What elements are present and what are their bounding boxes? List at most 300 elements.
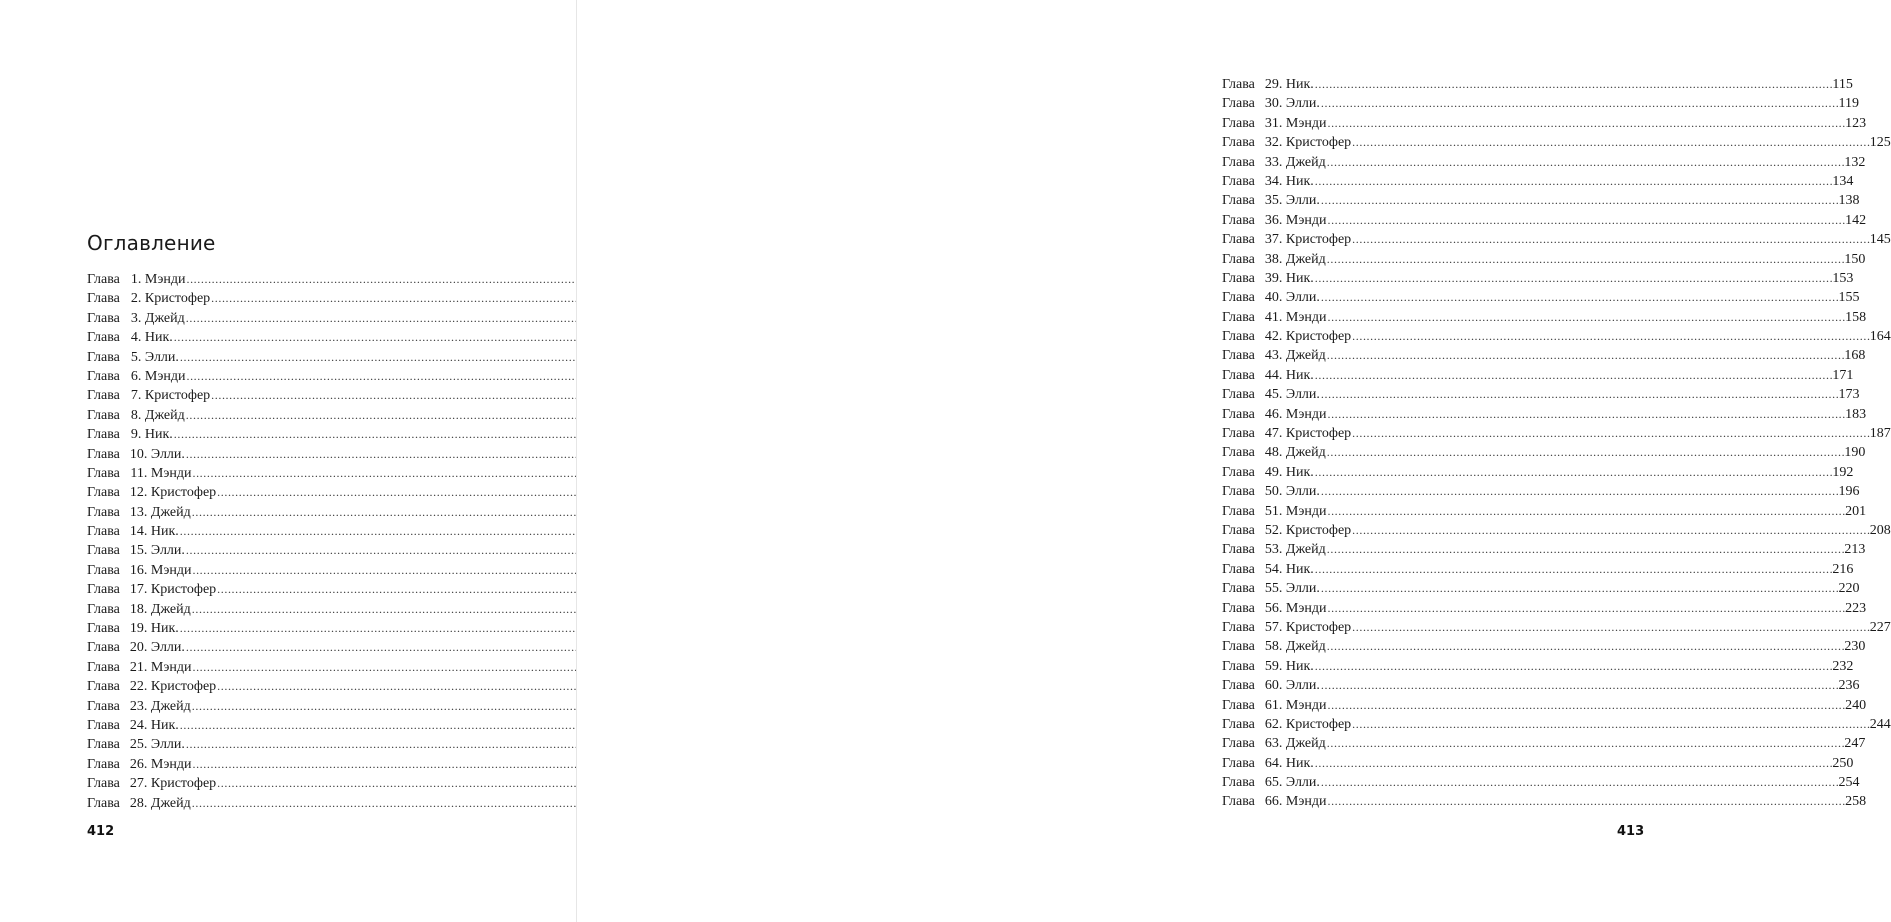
- dot-leader: [1321, 94, 1838, 113]
- page-ref: 201: [1845, 503, 1867, 519]
- chapter-name: Мэнди: [1285, 212, 1327, 228]
- chapter-number: 5.: [130, 349, 142, 365]
- chapter-number: 6.: [130, 368, 142, 384]
- dot-leader: [1315, 269, 1832, 288]
- toc-entry: [1222, 114, 1867, 133]
- chapter-name: Мэнди: [1285, 406, 1327, 422]
- chapter-name: Джейд: [1285, 251, 1326, 267]
- chapter-word: Глава: [1222, 367, 1255, 383]
- chapter-word: Глава: [1222, 678, 1255, 694]
- chapter-word: Глава: [1222, 348, 1255, 364]
- chapter-name: Джейд: [1285, 154, 1326, 170]
- chapter-word: Глава: [87, 310, 120, 326]
- chapter-number: 28.: [129, 795, 148, 811]
- dot-leader: [1327, 405, 1844, 424]
- chapter-word: Глава: [87, 330, 120, 346]
- chapter-number: 55.: [1264, 581, 1283, 597]
- dot-leader: [1327, 250, 1844, 269]
- chapter-name: Кристофер: [1285, 329, 1352, 345]
- dot-leader: [1352, 327, 1869, 346]
- chapter-word: Глава: [87, 737, 120, 753]
- chapter-number: 25.: [129, 737, 148, 753]
- chapter-word: Глава: [87, 407, 120, 423]
- dot-leader: [1327, 637, 1844, 656]
- toc-entry: [1222, 308, 1867, 327]
- toc-entry-label: [1222, 288, 1320, 307]
- chapter-name: Джейд: [144, 407, 185, 423]
- toc-entry-label: [1222, 405, 1326, 424]
- toc-entry: [1222, 269, 1854, 288]
- toc-entry: [87, 406, 510, 425]
- dot-leader: [1315, 463, 1832, 482]
- page-ref: 232: [1832, 658, 1854, 674]
- toc-entry: [87, 309, 510, 328]
- chapter-number: 11.: [130, 465, 148, 481]
- chapter-word: Глава: [1222, 96, 1255, 112]
- toc-entry-label: [1222, 172, 1314, 191]
- page-ref: 258: [1845, 794, 1867, 810]
- chapter-name: Ник.: [144, 427, 173, 443]
- chapter-name: Джейд: [150, 795, 191, 811]
- chapter-number: 1.: [130, 272, 142, 287]
- toc-entry: [1222, 230, 1891, 249]
- chapter-word: Глава: [87, 427, 120, 443]
- chapter-number: 26.: [129, 756, 148, 772]
- chapter-number: 29.: [1264, 77, 1283, 92]
- chapter-word: Глава: [87, 524, 120, 540]
- toc-entry-label: [87, 774, 216, 793]
- toc-entry: [87, 425, 510, 444]
- toc-entry: [87, 464, 510, 483]
- page-number-left: 412: [87, 824, 115, 839]
- chapter-word: Глава: [1222, 775, 1255, 791]
- page-ref: 153: [1832, 270, 1854, 286]
- page-ref: 196: [1838, 484, 1860, 500]
- toc-entry-label: [1222, 618, 1351, 637]
- chapter-number: 62.: [1264, 716, 1283, 732]
- chapter-name: Ник.: [1285, 464, 1314, 480]
- toc-entry: [87, 348, 510, 367]
- dot-leader: [1327, 153, 1844, 172]
- dot-leader: [1315, 754, 1832, 773]
- page-ref: 244: [1869, 716, 1891, 732]
- dot-leader: [1315, 172, 1832, 191]
- chapter-number: 38.: [1264, 251, 1283, 267]
- toc-entry: [87, 386, 510, 405]
- chapter-name: Элли.: [150, 737, 185, 753]
- toc-entry: [1222, 133, 1891, 152]
- toc-entry: [87, 697, 510, 716]
- toc-entry-label: [1222, 502, 1326, 521]
- chapter-word: Глава: [1222, 503, 1255, 519]
- chapter-number: 10.: [129, 446, 148, 462]
- toc-entry-label: [1222, 657, 1314, 676]
- chapter-number: 3.: [130, 310, 142, 326]
- page-ref: 168: [1844, 348, 1866, 364]
- dot-leader: [1327, 114, 1844, 133]
- chapter-name: Мэнди: [1285, 794, 1327, 810]
- toc-entry-label: [1222, 269, 1314, 288]
- chapter-number: 42.: [1264, 329, 1283, 345]
- chapter-name: Кристофер: [150, 679, 217, 695]
- chapter-name: Кристофер: [1285, 716, 1352, 732]
- chapter-word: Глава: [1222, 406, 1255, 422]
- toc-entry-label: [1222, 792, 1326, 811]
- dot-leader: [1321, 385, 1838, 404]
- toc-entry-label: [1222, 521, 1351, 540]
- chapter-number: 57.: [1264, 619, 1283, 635]
- right-page: [577, 0, 1891, 922]
- chapter-number: 45.: [1264, 387, 1283, 403]
- chapter-number: 4.: [130, 330, 142, 346]
- toc-entry: [1222, 250, 1866, 269]
- page-ref: 192: [1832, 464, 1854, 480]
- dot-leader: [1321, 191, 1838, 210]
- dot-leader: [1327, 308, 1844, 327]
- toc-entry: [1222, 618, 1891, 637]
- chapter-word: Глава: [1222, 154, 1255, 170]
- chapter-number: 22.: [129, 679, 148, 695]
- toc-entry: [87, 328, 510, 347]
- chapter-number: 52.: [1264, 522, 1283, 538]
- chapter-number: 48.: [1264, 445, 1283, 461]
- chapter-number: 37.: [1264, 232, 1283, 248]
- page-ref: 125: [1869, 135, 1891, 151]
- toc-entry-label: [1222, 773, 1320, 792]
- chapter-number: 8.: [130, 407, 142, 423]
- toc-entry: [1222, 540, 1866, 559]
- chapter-name: Кристофер: [144, 291, 211, 307]
- toc-entry-label: [87, 716, 179, 735]
- chapter-word: Глава: [1222, 173, 1255, 189]
- toc-entry-label: [1222, 153, 1326, 172]
- toc-entry-label: [1222, 211, 1326, 230]
- chapter-number: 43.: [1264, 348, 1283, 364]
- chapter-word: Глава: [87, 582, 120, 598]
- dot-leader: [1315, 75, 1832, 94]
- toc-entry: [1222, 405, 1867, 424]
- dot-leader: [1315, 657, 1832, 676]
- dot-leader: [1315, 366, 1832, 385]
- chapter-word: Глава: [1222, 619, 1255, 635]
- chapter-name: Джейд: [1285, 445, 1326, 461]
- chapter-number: 41.: [1264, 309, 1283, 325]
- chapter-number: 51.: [1264, 503, 1283, 519]
- chapter-word: Глава: [87, 504, 120, 520]
- toc-entry-label: [1222, 191, 1320, 210]
- page-ref: 227: [1869, 619, 1891, 635]
- chapter-word: Глава: [1222, 755, 1255, 771]
- toc-entry-label: [87, 445, 185, 464]
- chapter-name: Ник.: [150, 717, 179, 733]
- chapter-word: Глава: [1222, 542, 1255, 558]
- chapter-number: 34.: [1264, 173, 1283, 189]
- chapter-word: Глава: [1222, 115, 1255, 131]
- chapter-name: Ник.: [1285, 77, 1314, 92]
- chapter-word: Глава: [87, 698, 120, 714]
- toc-entry: [1222, 288, 1860, 307]
- toc-entry: [87, 503, 510, 522]
- toc-entry: [1222, 560, 1854, 579]
- toc-entry: [1222, 191, 1860, 210]
- chapter-word: Глава: [1222, 387, 1255, 403]
- chapter-number: 24.: [129, 717, 148, 733]
- dot-leader: [1327, 696, 1844, 715]
- toc-entry-label: [1222, 599, 1326, 618]
- toc-entry: [1222, 676, 1860, 695]
- chapter-name: Кристофер: [150, 582, 217, 598]
- chapter-number: 17.: [129, 582, 148, 598]
- chapter-name: Элли.: [1285, 581, 1320, 597]
- chapter-name: Мэнди: [150, 659, 192, 675]
- chapter-word: Глава: [87, 368, 120, 384]
- chapter-number: 40.: [1264, 290, 1283, 306]
- dot-leader: [1321, 288, 1838, 307]
- toc-list-left: [87, 270, 510, 813]
- toc-entry-label: [1222, 424, 1351, 443]
- toc-entry-label: [87, 425, 173, 444]
- page-ref: 236: [1838, 678, 1860, 694]
- toc-entry: [87, 270, 510, 289]
- chapter-word: Глава: [87, 621, 120, 637]
- dot-leader: [1352, 521, 1869, 540]
- chapter-name: Элли.: [1285, 96, 1320, 112]
- chapter-word: Глава: [1222, 658, 1255, 674]
- dot-leader: [1327, 211, 1844, 230]
- page-ref: 138: [1838, 193, 1860, 209]
- chapter-name: Элли.: [1285, 387, 1320, 403]
- chapter-word: Глава: [1222, 135, 1255, 151]
- page-ref: 216: [1832, 561, 1854, 577]
- dot-leader: [1327, 443, 1844, 462]
- toc-entry: [87, 580, 510, 599]
- dot-leader: [1321, 579, 1838, 598]
- chapter-name: Ник.: [150, 621, 179, 637]
- toc-entry: [1222, 443, 1866, 462]
- toc-entry-label: [1222, 385, 1320, 404]
- chapter-word: Глава: [87, 485, 120, 501]
- toc-entry-label: [1222, 308, 1326, 327]
- page-ref: 158: [1845, 309, 1867, 325]
- chapter-word: Глава: [1222, 639, 1255, 655]
- chapter-number: 35.: [1264, 193, 1283, 209]
- dot-leader: [1327, 502, 1844, 521]
- toc-title: Оглавление: [87, 231, 216, 255]
- chapter-name: Джейд: [150, 504, 191, 520]
- chapter-word: Глава: [87, 640, 120, 656]
- chapter-number: 33.: [1264, 154, 1283, 170]
- toc-entry-label: [87, 406, 185, 425]
- chapter-number: 59.: [1264, 658, 1283, 674]
- chapter-number: 7.: [130, 388, 142, 404]
- toc-entry-label: [1222, 327, 1351, 346]
- toc-entry: [1222, 172, 1854, 191]
- chapter-number: 14.: [129, 524, 148, 540]
- chapter-word: Глава: [1222, 736, 1255, 752]
- chapter-number: 30.: [1264, 96, 1283, 112]
- toc-entry-label: [87, 561, 191, 580]
- toc-entry-label: [1222, 443, 1326, 462]
- toc-entry: [1222, 463, 1854, 482]
- toc-entry-label: [87, 735, 185, 754]
- toc-entry: [87, 600, 510, 619]
- toc-entry: [1222, 715, 1891, 734]
- chapter-word: Глава: [87, 795, 120, 811]
- chapter-word: Глава: [1222, 561, 1255, 577]
- toc-entry-label: [87, 328, 173, 347]
- chapter-name: Кристофер: [150, 776, 217, 792]
- chapter-number: 27.: [129, 776, 148, 792]
- toc-entry-label: [1222, 676, 1320, 695]
- dot-leader: [1352, 618, 1869, 637]
- toc-list-right: [1222, 75, 1891, 812]
- chapter-name: Джейд: [144, 310, 185, 326]
- chapter-number: 31.: [1264, 115, 1283, 131]
- chapter-name: Ник.: [1285, 173, 1314, 189]
- chapter-word: Глава: [87, 679, 120, 695]
- dot-leader: [1352, 715, 1869, 734]
- chapter-number: 39.: [1264, 270, 1283, 286]
- chapter-number: 20.: [129, 640, 148, 656]
- chapter-word: Глава: [1222, 232, 1255, 248]
- dot-leader: [1352, 424, 1869, 443]
- chapter-name: Элли.: [150, 446, 185, 462]
- chapter-word: Глава: [1222, 794, 1255, 810]
- toc-entry: [1222, 94, 1860, 113]
- chapter-number: 50.: [1264, 484, 1283, 500]
- page-ref: 223: [1845, 600, 1867, 616]
- chapter-word: Глава: [1222, 309, 1255, 325]
- toc-entry: [1222, 521, 1891, 540]
- chapter-word: Глава: [87, 465, 120, 481]
- chapter-name: Элли.: [1285, 484, 1320, 500]
- chapter-name: Мэнди: [150, 562, 192, 578]
- chapter-number: 9.: [130, 427, 142, 443]
- chapter-word: Глава: [1222, 426, 1255, 442]
- page-number-right: 413: [1617, 824, 1645, 839]
- chapter-name: Кристофер: [1285, 232, 1352, 248]
- toc-entry: [1222, 385, 1860, 404]
- page-ref: 240: [1845, 697, 1867, 713]
- chapter-number: 47.: [1264, 426, 1283, 442]
- page-ref: 171: [1832, 367, 1854, 383]
- toc-entry: [87, 522, 510, 541]
- left-page: [0, 0, 576, 922]
- chapter-name: Мэнди: [150, 756, 192, 772]
- chapter-word: Глава: [1222, 193, 1255, 209]
- chapter-word: Глава: [87, 756, 120, 772]
- page-ref: 190: [1844, 445, 1866, 461]
- toc-entry-label: [1222, 579, 1320, 598]
- chapter-number: 23.: [129, 698, 148, 714]
- page-ref: 155: [1838, 290, 1860, 306]
- toc-entry: [1222, 696, 1867, 715]
- chapter-name: Элли.: [1285, 193, 1320, 209]
- toc-entry-label: [87, 503, 191, 522]
- toc-entry: [1222, 502, 1867, 521]
- chapter-name: Джейд: [1285, 542, 1326, 558]
- chapter-number: 49.: [1264, 464, 1283, 480]
- toc-entry-label: [1222, 482, 1320, 501]
- chapter-number: 66.: [1264, 794, 1283, 810]
- page-ref: 134: [1832, 173, 1854, 189]
- toc-entry-label: [1222, 715, 1351, 734]
- toc-entry: [1222, 773, 1860, 792]
- toc-entry-label: [1222, 346, 1326, 365]
- chapter-number: 60.: [1264, 678, 1283, 694]
- chapter-word: Глава: [87, 562, 120, 578]
- chapter-name: Джейд: [150, 601, 191, 617]
- toc-entry: [87, 638, 510, 657]
- toc-entry-label: [87, 794, 191, 813]
- chapter-word: Глава: [1222, 484, 1255, 500]
- chapter-word: Глава: [1222, 697, 1255, 713]
- toc-entry-label: [87, 755, 191, 774]
- chapter-name: Ник.: [1285, 658, 1314, 674]
- toc-entry: [1222, 754, 1854, 773]
- chapter-name: Джейд: [1285, 736, 1326, 752]
- toc-entry-label: [87, 619, 179, 638]
- toc-entry: [1222, 657, 1854, 676]
- chapter-name: Мэнди: [144, 368, 186, 384]
- chapter-name: Ник.: [1285, 755, 1314, 771]
- chapter-word: Глава: [1222, 212, 1255, 228]
- page-ref: 208: [1869, 522, 1891, 538]
- toc-entry-label: [87, 658, 191, 677]
- toc-entry-label: [87, 677, 216, 696]
- toc-entry-label: [1222, 133, 1351, 152]
- chapter-name: Джейд: [1285, 348, 1326, 364]
- toc-entry: [87, 561, 510, 580]
- chapter-word: Глава: [87, 272, 120, 287]
- dot-leader: [1321, 482, 1838, 501]
- dot-leader: [1352, 230, 1869, 249]
- toc-entry: [1222, 734, 1866, 753]
- chapter-word: Глава: [1222, 716, 1255, 732]
- chapter-word: Глава: [87, 349, 120, 365]
- page-ref: 187: [1869, 426, 1891, 442]
- chapter-name: Элли.: [1285, 290, 1320, 306]
- toc-entry-label: [87, 483, 216, 502]
- toc-entry: [1222, 579, 1860, 598]
- toc-entry-label: [1222, 366, 1314, 385]
- toc-entry: [1222, 637, 1866, 656]
- toc-entry-label: [87, 697, 191, 716]
- chapter-name: Кристофер: [150, 485, 217, 501]
- page-ref: 115: [1832, 77, 1853, 92]
- toc-entry-label: [1222, 540, 1326, 559]
- chapter-name: Кристофер: [1285, 619, 1352, 635]
- chapter-word: Глава: [1222, 270, 1255, 286]
- page-ref: 119: [1838, 96, 1860, 112]
- chapter-name: Ник.: [144, 330, 173, 346]
- page-ref: 132: [1844, 154, 1866, 170]
- chapter-word: Глава: [87, 388, 120, 404]
- chapter-number: 36.: [1264, 212, 1283, 228]
- dot-leader: [1321, 676, 1838, 695]
- toc-entry-label: [1222, 637, 1326, 656]
- chapter-name: Кристофер: [144, 388, 211, 404]
- toc-entry: [87, 735, 510, 754]
- toc-entry: [1222, 366, 1854, 385]
- toc-entry: [1222, 75, 1853, 94]
- chapter-name: Мэнди: [1285, 503, 1327, 519]
- chapter-name: Элли.: [1285, 678, 1320, 694]
- toc-entry: [87, 483, 510, 502]
- chapter-word: Глава: [1222, 77, 1255, 92]
- toc-entry-label: [87, 464, 191, 483]
- chapter-word: Глава: [1222, 445, 1255, 461]
